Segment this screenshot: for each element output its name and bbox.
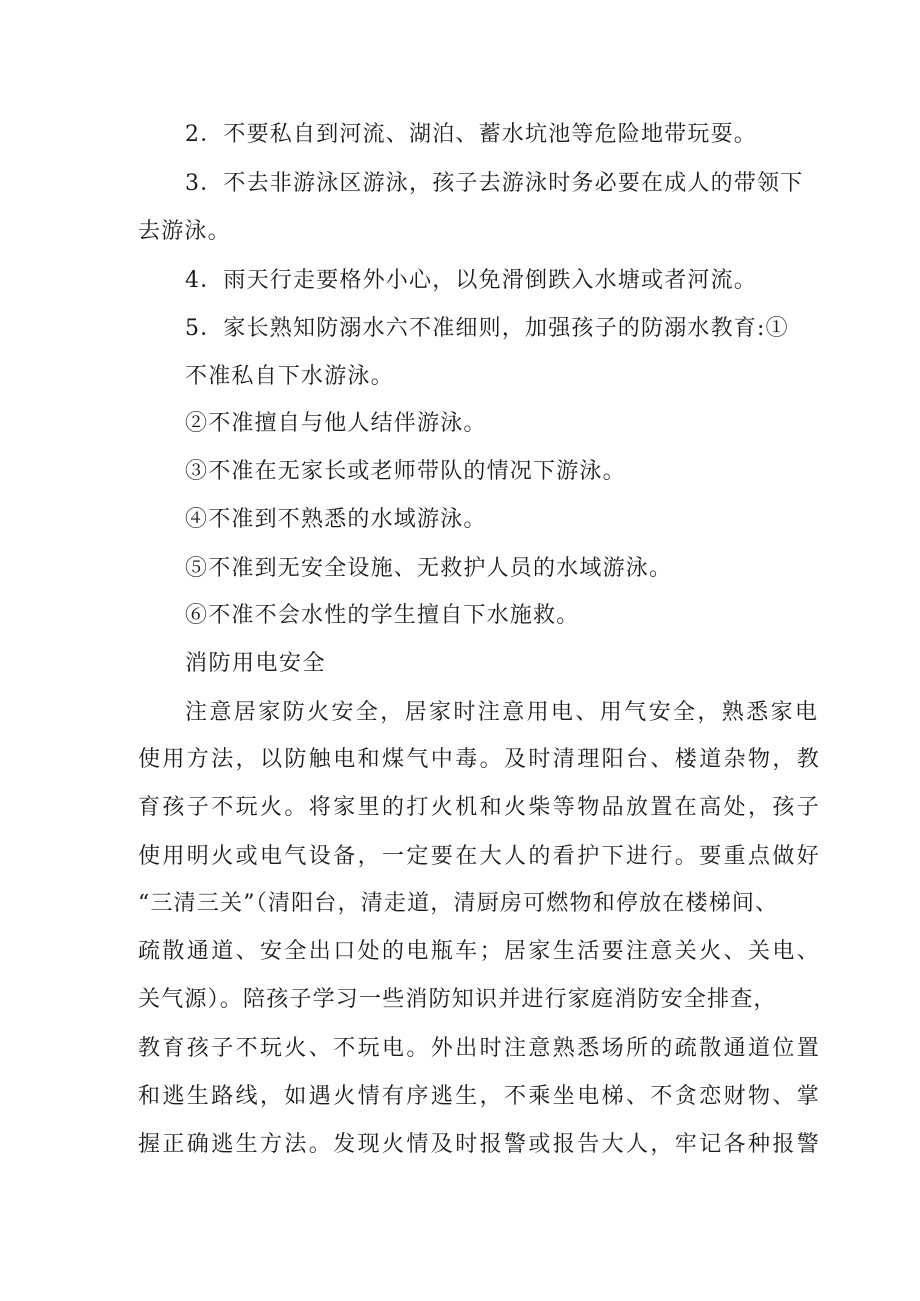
rule-2-line: 2．不要私自到河流、湖泊、蓄水坑池等危险地带玩耍。 [185, 122, 757, 147]
paragraph-line: 疏散通道、安全出口处的电瓶车；居家生活要注意关火、关电、 [138, 939, 822, 964]
section-heading: 消防用电安全 [185, 651, 327, 676]
paragraph-line: 使用明火或电气设备，一定要在大人的看护下进行。要重点做好 [138, 844, 822, 869]
paragraph-line: 育孩子不玩火。将家里的打火机和火柴等物品放置在高处，孩子 [138, 795, 822, 820]
sub-rule-3: ③不准在无家长或老师带队的情况下游泳。 [185, 459, 626, 484]
paragraph-line: 关气源）。陪孩子学习一些消防知识并进行家庭消防安全排查， [138, 987, 777, 1012]
rule-3-continuation: 去游泳。 [138, 219, 231, 244]
paragraph-line: 使用方法，以防触电和煤气中毒。及时清理阳台、楼道杂物，教 [138, 747, 822, 772]
rule-3-line: 3．不去非游泳区游泳，孩子去游泳时务必要在成人的带领下 [185, 171, 804, 196]
paragraph-line: 握正确逃生方法。发现火情及时报警或报告大人，牢记各种报警 [138, 1132, 822, 1157]
paragraph-line: 和逃生路线，如遇火情有序逃生，不乘坐电梯、不贪恋财物、掌 [138, 1084, 822, 1109]
paragraph-line: “三清三关”（清阳台，清走道，清厨房可燃物和停放在楼梯间、 [138, 891, 779, 916]
paragraph-line: 教育孩子不玩火、不玩电。外出时注意熟悉场所的疏散通道位置 [138, 1036, 822, 1061]
rule-5-continuation: 不准私自下水游泳。 [185, 364, 394, 389]
rule-4-line: 4．雨天行走要格外小心，以免滑倒跌入水塘或者河流。 [185, 268, 757, 293]
sub-rule-4: ④不准到不熟悉的水域游泳。 [185, 507, 487, 532]
rule-5-line: 5．家长熟知防溺水六不准细则，加强孩子的防溺水教育:① [185, 316, 789, 341]
sub-rule-6: ⑥不准不会水性的学生擅自下水施救。 [185, 603, 580, 628]
paragraph-line: 注意居家防火安全，居家时注意用电、用气安全，熟悉家电 [185, 700, 820, 725]
sub-rule-5: ⑤不准到无安全设施、无救护人员的水域游泳。 [185, 556, 673, 581]
sub-rule-2: ②不准擅自与他人结伴游泳。 [185, 411, 487, 436]
